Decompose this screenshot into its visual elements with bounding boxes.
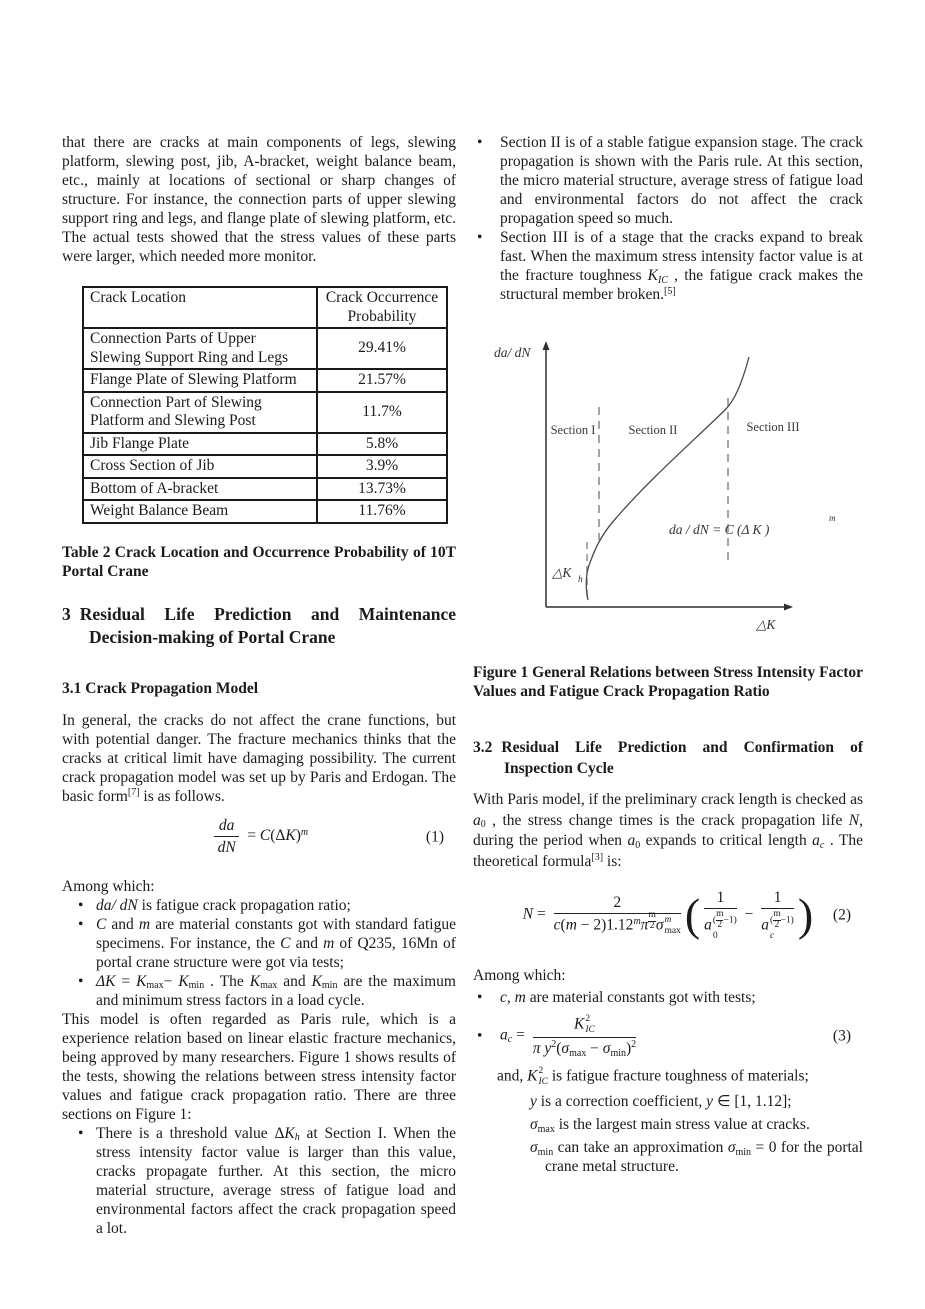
definition-y: y is a correction coefficient, y ∈ [1, 1.12]; bbox=[530, 1092, 792, 1110]
column-header-crack-location: Crack Location bbox=[83, 287, 317, 328]
list-item bbox=[62, 896, 456, 915]
threshold-value-subscript: h bbox=[578, 575, 583, 585]
table-row bbox=[83, 328, 447, 369]
table-caption: Table 2 Crack Location and Occurrence Probability of 10T Portal Crane bbox=[62, 543, 456, 580]
equation-1 bbox=[62, 813, 456, 861]
bullet-icon: • bbox=[477, 134, 483, 151]
list-item-text: $\Delta K = K_{max}- K_{min}$ . The $K_{max}$ and $K_{min}$ are the maximum and minimum stress factors in a load cycle. bbox=[96, 972, 456, 1009]
equation-3-body: $a_c$ = K 2 IC π $y^2(\sigma_{max} - \sigma_{min})^2$ bbox=[500, 1014, 637, 1059]
list-item-text: Section III is of a stage that the cracks expand to break fast. When the maximum stress intensity factor value is at the fracture toughness $K_{IC}$ , the fatigue crack makes the structural member broken.[5] bbox=[500, 229, 863, 303]
equation-1-number: (1) bbox=[425, 828, 444, 845]
cell-probability: 3.9% bbox=[317, 455, 447, 478]
section-1-label: Section I bbox=[550, 423, 596, 437]
paris-equation-exponent: m bbox=[829, 513, 836, 523]
cell-location: Jib Flange Plate bbox=[83, 433, 317, 456]
column-header-probability: Crack Occurrence Probability bbox=[317, 287, 447, 328]
bullet-icon: • bbox=[477, 1027, 483, 1045]
equation-1-body: $\frac{da}{dN}$ = $C(\Delta K)^m$ bbox=[210, 816, 308, 857]
paragraph-paris-model: In general, the cracks do not affect the crane functions, but with potential danger. The fracture mechanics thinks that the cracks at critical limit have damaging possibility. The current crack propagation model was set up by Paris and Erdogan. The basic form[7] is as follows. bbox=[62, 711, 456, 805]
cell-probability: 5.8% bbox=[317, 433, 447, 456]
crack-probability-table bbox=[82, 286, 448, 524]
equation-2 bbox=[473, 877, 863, 953]
right-column bbox=[473, 133, 863, 1176]
among-which-label: Among which: bbox=[62, 877, 155, 895]
cell-location: Connection Parts of Upper Slewing Support Ring and Legs bbox=[83, 328, 317, 369]
paragraph-paris-rule: This model is often regarded as Paris rule, which is a experience relation based on linear elastic fracture mechanics, being approved by many researchers. Figure 1 shows results of the tests, showing the relations between stress intensity factor values and fatigue crack propagation ratio. There are three sections on Figure 1: bbox=[62, 1010, 456, 1123]
definition-kic: and, K 2 IC is fatigue fracture toughness of materials; bbox=[497, 1066, 809, 1087]
paragraph-paris-life: With Paris model, if the preliminary crack length is checked as $a_0$ , the stress change times is the crack propagation life N, during the period when $a_0$ expands to critical length $a_c$ . The theoretical formula[3] is: bbox=[473, 791, 863, 870]
cell-probability: 11.76% bbox=[317, 500, 447, 523]
table-row bbox=[83, 500, 447, 523]
table-row bbox=[83, 392, 447, 433]
list-item-text: da/ dN is fatigue crack propagation ratio; bbox=[96, 896, 351, 914]
list-item-text: Section II is of a stable fatigue expansion stage. The crack propagation is shown with the Paris rule. At this section, the micro material structure, average stress of fatigue load and environmental factors do not affect the crack propagation speed so much. bbox=[500, 134, 863, 227]
y-axis-label: da/ dN bbox=[494, 345, 531, 360]
section-3-2-heading bbox=[473, 737, 863, 779]
figure-caption: Figure 1 General Relations between Stress Intensity Factor Values and Fatigue Crack Propagation Ratio bbox=[473, 664, 863, 700]
bullet-icon: • bbox=[78, 915, 84, 933]
list-item-text: C and m are material constants got with standard fatigue specimens. For instance, the C and m of Q235, 16Mn of portal crane structure were got via tests; bbox=[96, 915, 456, 971]
cell-probability: 11.7% bbox=[317, 392, 447, 433]
paris-equation-label: da / dN = C (Δ K ) bbox=[669, 522, 770, 537]
section-title: Residual Life Prediction and Maintenance Decision-making of Portal Crane bbox=[79, 603, 456, 647]
section-number: 3.2 bbox=[473, 739, 493, 756]
list-item bbox=[62, 915, 456, 972]
bullet-icon: • bbox=[78, 972, 84, 990]
table-header-row bbox=[83, 287, 447, 328]
bullet-icon: • bbox=[78, 896, 84, 914]
cell-location: Cross Section of Jib bbox=[83, 455, 317, 478]
equation-3 bbox=[473, 1009, 863, 1063]
bullet-icon: • bbox=[477, 989, 483, 1006]
section-3-heading bbox=[62, 603, 456, 649]
definition-sigma-max: $\sigma_{max}$ is the largest main stress value at cracks. bbox=[530, 1115, 810, 1135]
x-axis-arrow-icon bbox=[784, 604, 793, 611]
cell-probability: 13.73% bbox=[317, 478, 447, 501]
list-item bbox=[473, 988, 863, 1007]
section-2-label: Section II bbox=[628, 423, 678, 437]
cell-location: Bottom of A-bracket bbox=[83, 478, 317, 501]
left-column bbox=[62, 133, 456, 1238]
cell-location: Flange Plate of Slewing Platform bbox=[83, 369, 317, 392]
y-axis-arrow-icon bbox=[543, 341, 550, 350]
cell-location: Connection Part of Slewing Platform and Slewing Post bbox=[83, 392, 317, 433]
definition-sigma-min: $\sigma_{min}$ can take an approximation $\sigma_{min} = 0$ for the portal crane metal structure. bbox=[530, 1138, 863, 1175]
equation-2-number: (2) bbox=[832, 906, 851, 924]
bullet-icon: • bbox=[78, 1124, 84, 1142]
section-3-1-heading: 3.1 Crack Propagation Model bbox=[62, 679, 259, 697]
cell-location: Weight Balance Beam bbox=[83, 500, 317, 523]
x-axis-label: △K bbox=[756, 617, 776, 632]
section-title: Residual Life Prediction and Confirmation of Inspection Cycle bbox=[501, 739, 863, 777]
list-item-text: c, m are material constants got with tests; bbox=[500, 989, 756, 1006]
among-which-label: Among which: bbox=[473, 967, 566, 984]
cell-probability: 29.41% bbox=[317, 328, 447, 369]
list-item bbox=[473, 228, 863, 304]
table-row bbox=[83, 369, 447, 392]
cell-probability: 21.57% bbox=[317, 369, 447, 392]
threshold-value-label: △K bbox=[552, 565, 572, 580]
bullet-icon: • bbox=[477, 229, 483, 246]
figure-1-plot bbox=[473, 337, 863, 639]
equation-3-number: (3) bbox=[832, 1027, 851, 1045]
table-row bbox=[83, 433, 447, 456]
crack-propagation-curve bbox=[586, 357, 749, 600]
paragraph-intro: that there are cracks at main components of legs, slewing platform, slewing post, jib, A-bracket, weight balance beam, etc., mainly at locations of sectional or sharp changes of structure. For instance, the connection parts of upper slewing support ring and legs, and flange plate of slewing platform, etc. The actual tests showed that the stress values of these parts were larger, which needed more monitor. bbox=[62, 134, 456, 265]
table-row bbox=[83, 455, 447, 478]
list-item bbox=[473, 133, 863, 228]
table-row bbox=[83, 478, 447, 501]
list-item bbox=[62, 972, 456, 1010]
section-number: 3 bbox=[62, 603, 71, 624]
list-item-text: There is a threshold value $\Delta K_h$ at Section I. When the stress intensity factor value is larger than this value, cracks propagate further. At this section, the micro material structure, average stress of fatigue load and environmental factors affect the crack propagation speed a lot. bbox=[96, 1124, 456, 1237]
list-item bbox=[62, 1124, 456, 1238]
equation-2-body: N = 2 $c(m - 2)1.12^m\pi$ $^{\frac{m}{2}}$ σ m max ( 1 a ( $\frac{m}{2}$ −1) 0 − 1 a ( $\frac{m}{2}$ −1) c ) bbox=[522, 889, 814, 941]
section-3-label: Section III bbox=[746, 420, 800, 434]
